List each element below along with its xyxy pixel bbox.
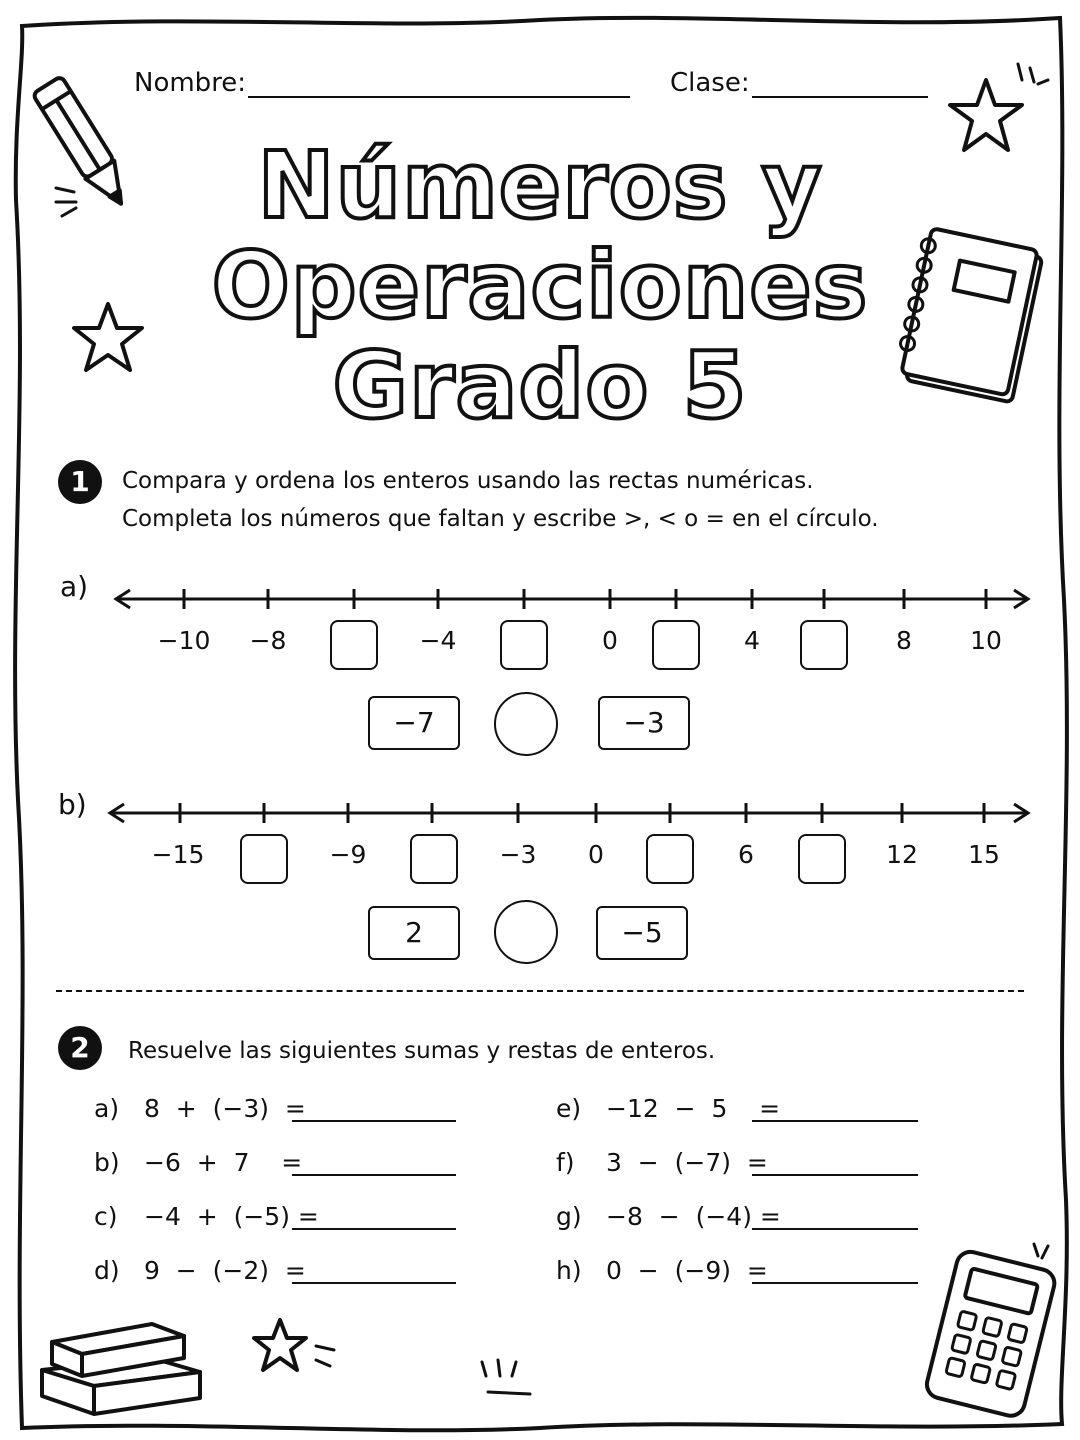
- answer-line[interactable]: [292, 1282, 456, 1284]
- section-1-instruction-2: Completa los números que faltan y escribe >, < o = en el círculo.: [122, 506, 879, 532]
- exercise-expression: 9 − (−2) =: [144, 1256, 306, 1285]
- tick-label: 10: [970, 626, 1002, 655]
- exercise-expression: −12 − 5 =: [606, 1094, 781, 1123]
- spark-lines-icon: [1010, 60, 1050, 96]
- class-field[interactable]: [752, 96, 928, 98]
- tick-label: −4: [419, 626, 457, 655]
- tick-label: 15: [968, 840, 1000, 869]
- compare-left-box: 2: [368, 906, 460, 960]
- missing-number-box[interactable]: [410, 834, 458, 884]
- compare-left-box: −7: [368, 696, 460, 750]
- exercise-letter: d): [94, 1256, 120, 1285]
- exercise-expression: 3 − (−7) =: [606, 1148, 768, 1177]
- exercise-e: [556, 1094, 780, 1123]
- exercise-expression: −6 + 7 =: [144, 1148, 303, 1177]
- exercise-letter: h): [556, 1256, 582, 1285]
- compare-right-box: −5: [596, 906, 688, 960]
- tick-label: −3: [499, 840, 537, 869]
- tick-label: 6: [738, 840, 754, 869]
- line-a-label: a): [60, 570, 89, 603]
- number-line-a: [110, 584, 1036, 614]
- section-1-instruction-1: Compara y ordena los enteros usando las rectas numéricas.: [122, 468, 814, 494]
- tick-label: −15: [151, 840, 205, 869]
- section-2-instruction: Resuelve las siguientes sumas y restas de enteros.: [128, 1038, 716, 1064]
- exercise-h: [556, 1256, 768, 1285]
- answer-line[interactable]: [752, 1120, 918, 1122]
- missing-number-box[interactable]: [800, 620, 848, 670]
- compare-circle[interactable]: [494, 692, 558, 756]
- answer-line[interactable]: [292, 1120, 456, 1122]
- missing-number-box[interactable]: [240, 834, 288, 884]
- books-icon: [34, 1306, 214, 1422]
- title-line-2: Operaciones: [211, 232, 869, 339]
- answer-line[interactable]: [292, 1228, 456, 1230]
- line-b-label: b): [58, 788, 87, 821]
- exercise-c: [94, 1202, 319, 1231]
- missing-number-box[interactable]: [500, 620, 548, 670]
- answer-line[interactable]: [752, 1228, 918, 1230]
- section-2-badge: 2: [58, 1026, 102, 1070]
- tick-label: −9: [329, 840, 367, 869]
- answer-line[interactable]: [752, 1174, 918, 1176]
- exercise-letter: f): [556, 1148, 575, 1177]
- exercise-a: [94, 1094, 306, 1123]
- tick-label: 4: [744, 626, 760, 655]
- tick-label: 0: [602, 626, 618, 655]
- spark-lines-icon: [474, 1354, 538, 1400]
- missing-number-box[interactable]: [330, 620, 378, 670]
- exercise-letter: g): [556, 1202, 582, 1231]
- compare-right-box: −3: [598, 696, 690, 750]
- exercise-expression: −8 − (−4) =: [606, 1202, 781, 1231]
- tick-label: −8: [249, 626, 287, 655]
- calculator-icon: [912, 1236, 1062, 1426]
- missing-number-box[interactable]: [652, 620, 700, 670]
- tick-label: −10: [157, 626, 211, 655]
- exercise-expression: 8 + (−3) =: [144, 1094, 306, 1123]
- exercise-expression: −4 + (−5) =: [144, 1202, 319, 1231]
- exercise-letter: c): [94, 1202, 118, 1231]
- exercise-expression: 0 − (−9) =: [606, 1256, 768, 1285]
- exercise-letter: a): [94, 1094, 120, 1123]
- exercise-d: [94, 1256, 306, 1285]
- compare-circle[interactable]: [494, 900, 558, 964]
- answer-line[interactable]: [752, 1282, 918, 1284]
- title-line-3: Grado 5: [332, 332, 748, 439]
- name-field[interactable]: [248, 96, 630, 98]
- missing-number-box[interactable]: [798, 834, 846, 884]
- exercise-b: [94, 1148, 302, 1177]
- name-label: Nombre:: [134, 68, 247, 98]
- exercise-letter: e): [556, 1094, 582, 1123]
- tick-label: 0: [588, 840, 604, 869]
- section-1-badge: 1: [58, 460, 102, 504]
- missing-number-box[interactable]: [646, 834, 694, 884]
- exercise-g: [556, 1202, 781, 1231]
- tick-label: 12: [886, 840, 918, 869]
- answer-line[interactable]: [292, 1174, 456, 1176]
- number-line-b: [104, 798, 1036, 828]
- class-label: Clase:: [670, 68, 750, 98]
- tick-label: 8: [896, 626, 912, 655]
- star-icon: [244, 1316, 344, 1376]
- title-line-1: Números y: [257, 132, 823, 239]
- section-divider: [56, 990, 1024, 992]
- exercise-f: [556, 1148, 768, 1177]
- exercise-letter: b): [94, 1148, 120, 1177]
